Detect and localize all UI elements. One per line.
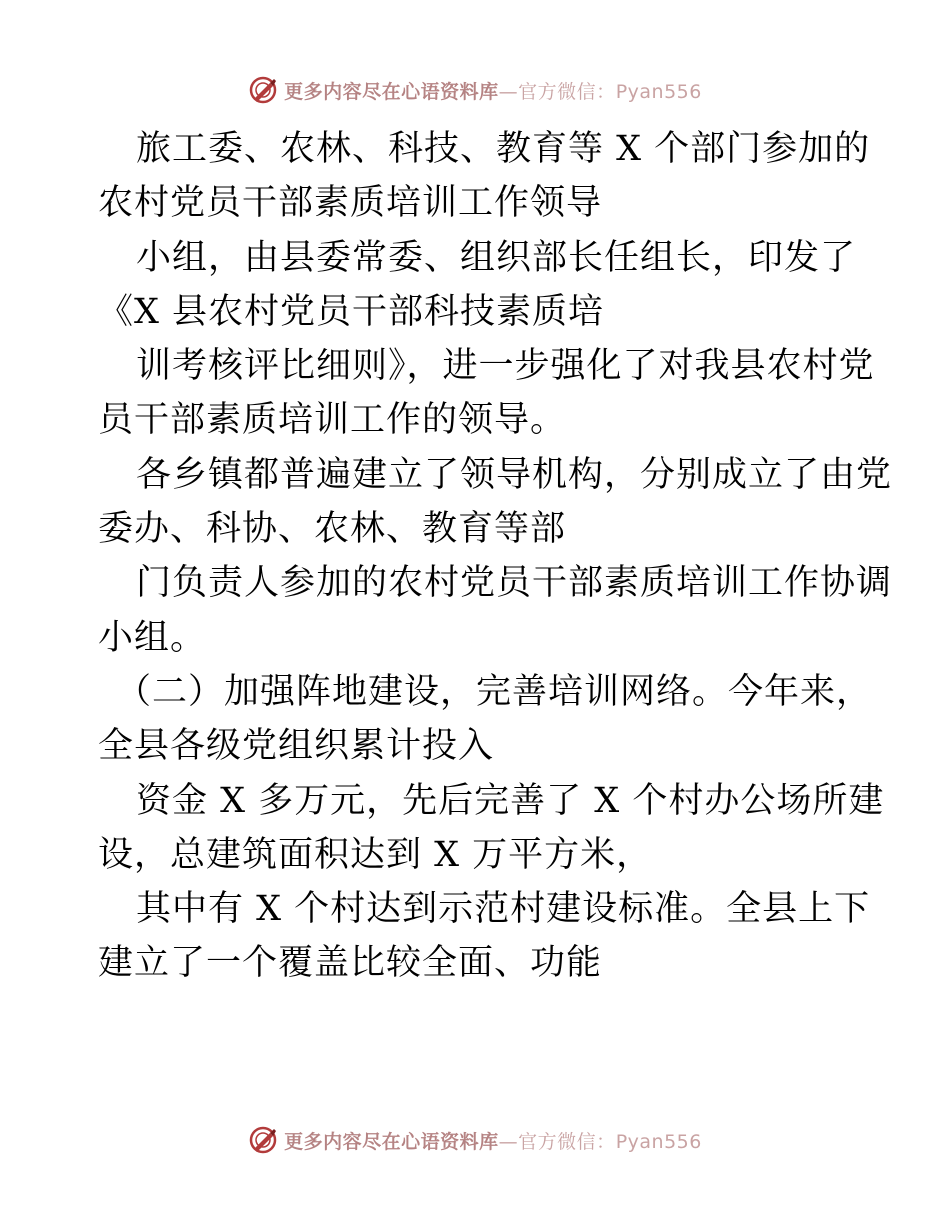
text-line: 门负责人参加的农村党员干部素质培训工作协调 bbox=[136, 563, 893, 604]
footer-watermark bbox=[0, 1120, 950, 1160]
text-line: 训考核评比细则》，进一步强化了对我县农村党 bbox=[136, 346, 875, 387]
pen-logo-icon bbox=[248, 1125, 278, 1155]
text-line: 小组，由县委常委、组织部长任组长，印发了 bbox=[136, 237, 857, 278]
text-line: 各乡镇都普遍建立了领导机构，分别成立了由党 bbox=[136, 454, 893, 495]
text-line: 农村党员干部素质培训工作领导 bbox=[98, 183, 603, 224]
text-line: 资金 X 多万元，先后完善了 X 个村办公场所建 bbox=[136, 780, 885, 821]
pen-logo-icon bbox=[248, 75, 278, 105]
text-line: 全县各级党组织累计投入 bbox=[98, 726, 495, 767]
document-body bbox=[98, 122, 893, 991]
footer-banner-text: 更多内容尽在心语资料库—官方微信：Pyan556 bbox=[284, 1130, 702, 1153]
text-line: 建立了一个覆盖比较全面、功能 bbox=[98, 943, 603, 984]
text-line: 《X 县农村党员干部科技素质培 bbox=[98, 291, 605, 332]
header-banner-text: 更多内容尽在心语资料库—官方微信：Pyan556 bbox=[284, 80, 702, 103]
text-line: （二）加强阵地建设，完善培训网络。今年来， bbox=[116, 671, 873, 712]
text-line: 委办、科协、农林、教育等部 bbox=[98, 509, 567, 550]
text-line: 设，总建筑面积达到 X 万平方米， bbox=[98, 834, 653, 875]
header-watermark bbox=[0, 70, 950, 110]
text-line: 其中有 X 个村达到示范村建设标准。全县上下 bbox=[136, 889, 871, 930]
text-line: 员干部素质培训工作的领导。 bbox=[98, 400, 567, 441]
text-line: 旅工委、农林、科技、教育等 X 个部门参加的 bbox=[136, 129, 871, 169]
text-line: 小组。 bbox=[98, 617, 207, 658]
